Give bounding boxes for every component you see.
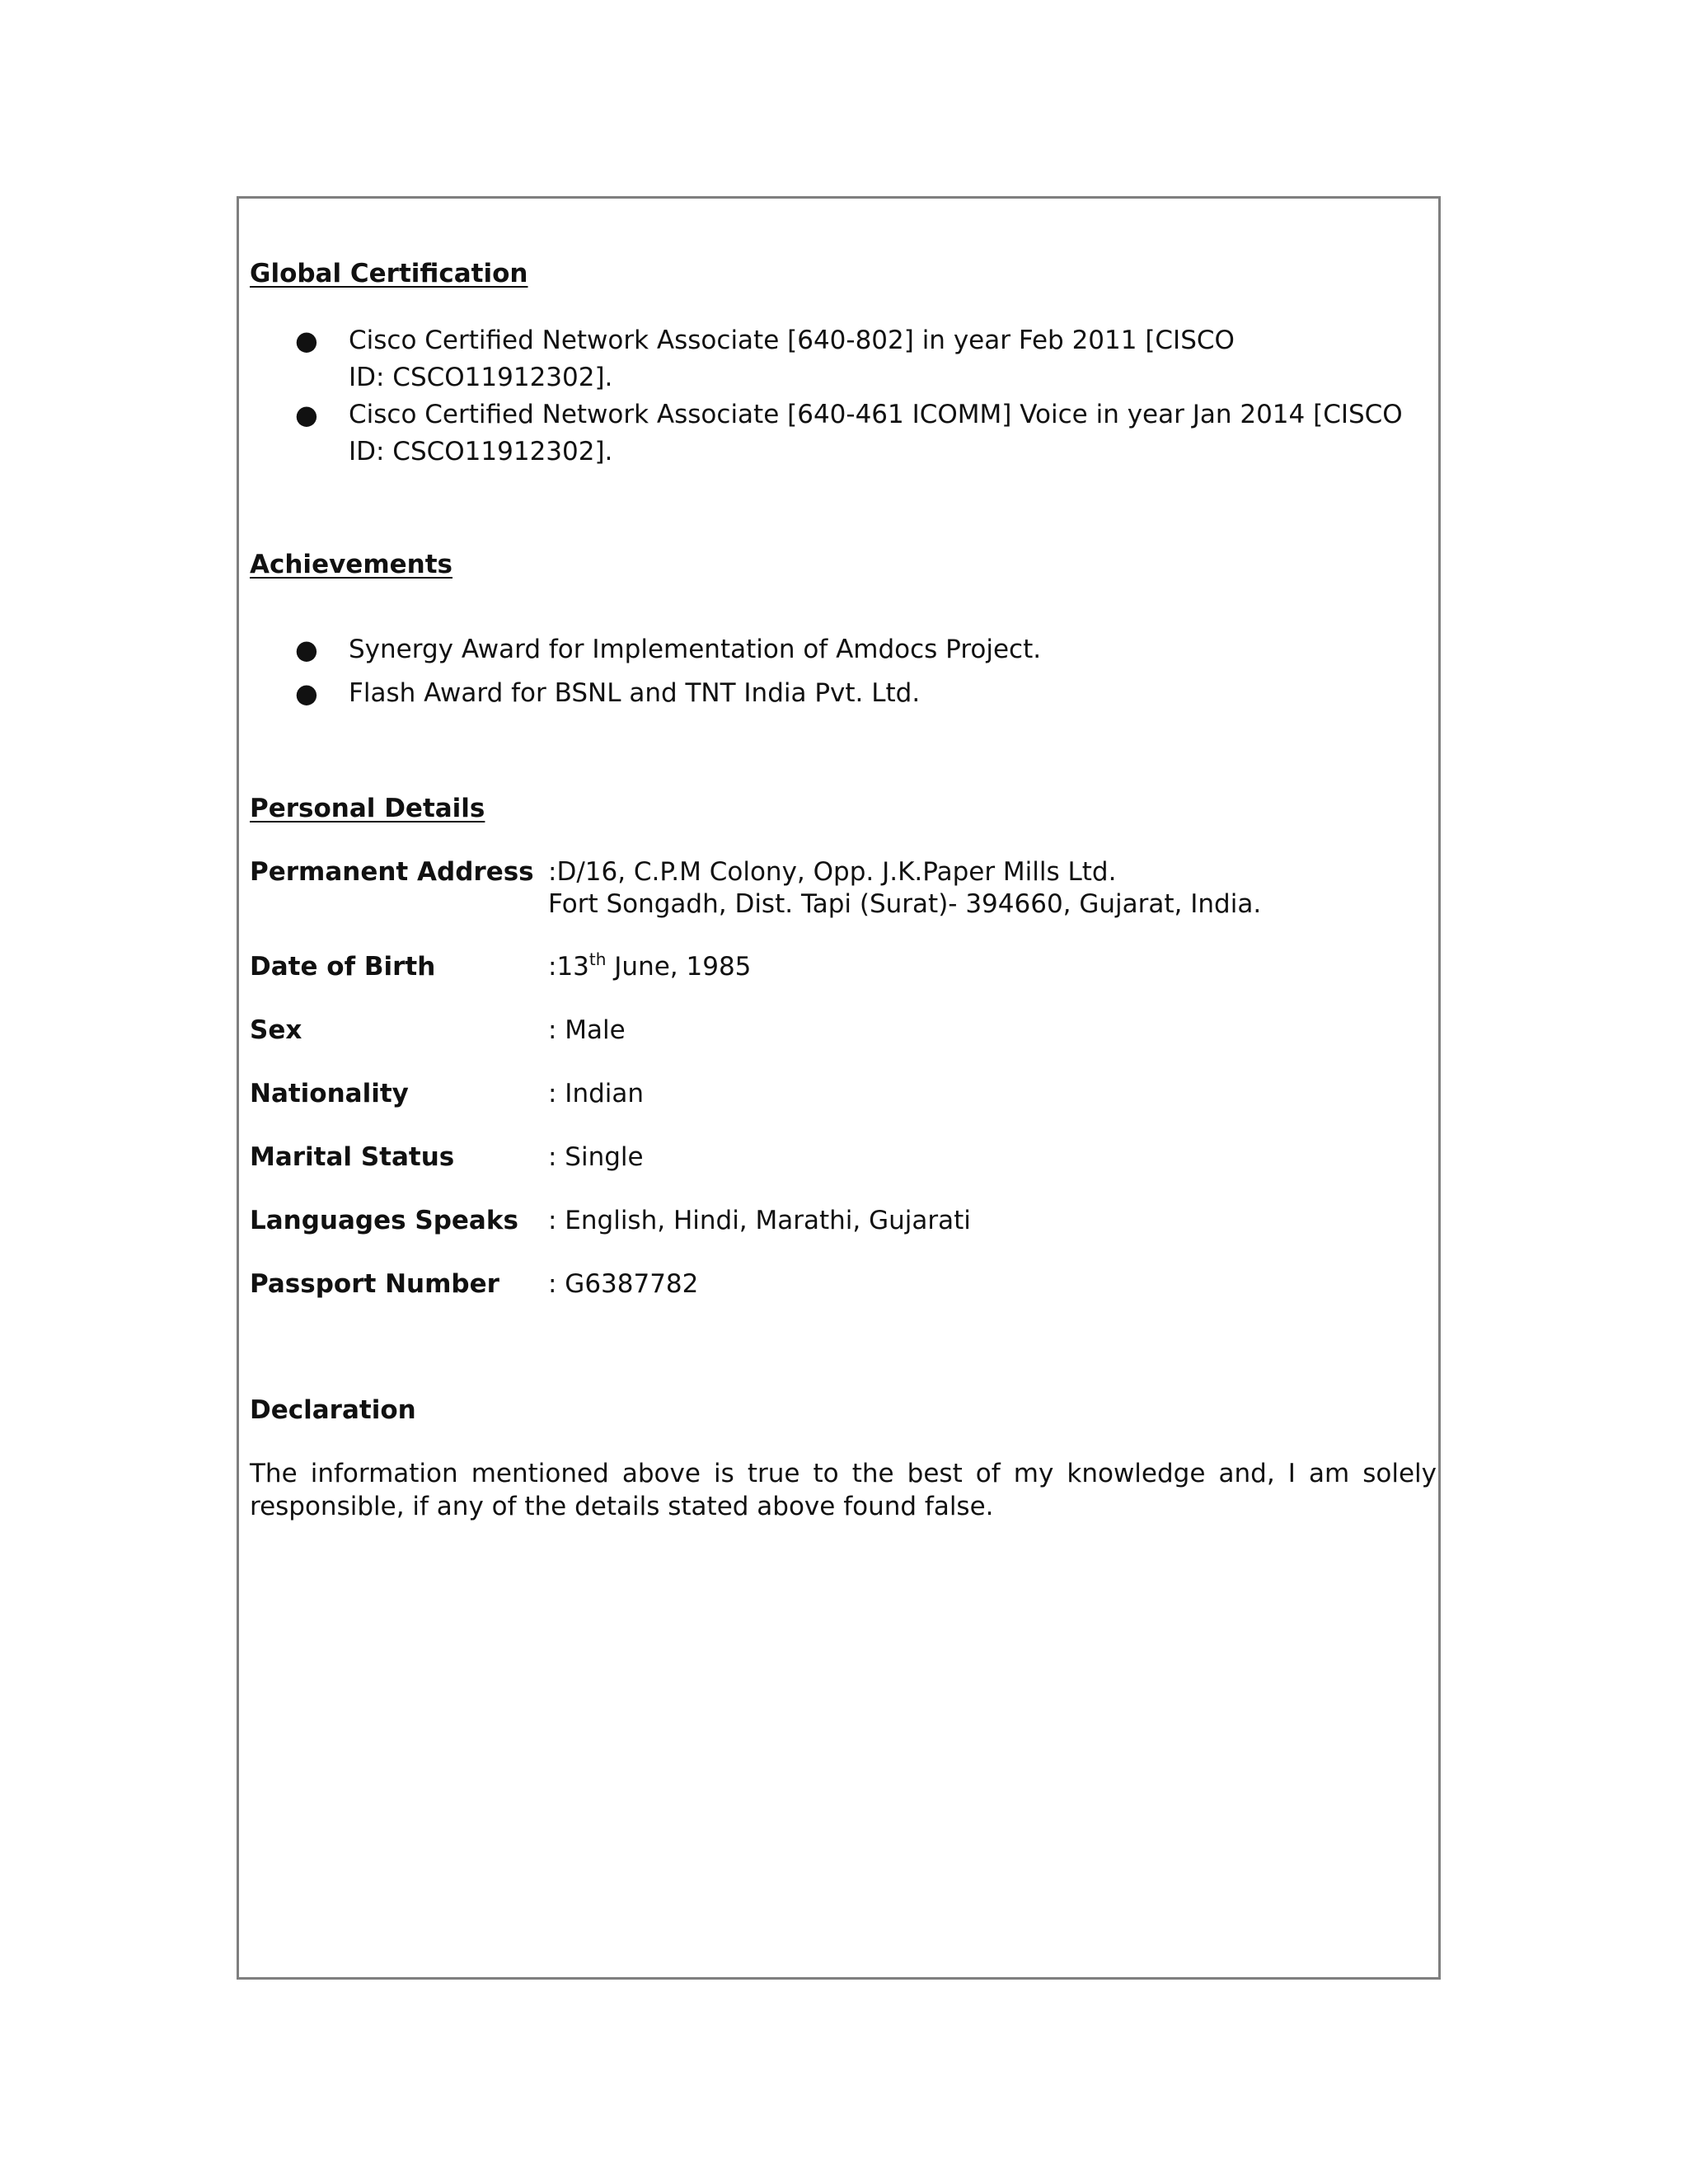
declaration-heading: Declaration xyxy=(250,1395,416,1425)
date-of-birth-rest: June, 1985 xyxy=(606,952,752,982)
bullet-icon: ● xyxy=(295,325,318,356)
permanent-address-label: Permanent Address xyxy=(250,857,534,887)
date-of-birth-suffix: th xyxy=(588,949,607,969)
certification-text: Cisco Certified Network Associate [640-802] in year Feb 2011 [CISCO ID: CSCO11912302]. xyxy=(349,326,1235,392)
bullet-icon: ● xyxy=(295,634,318,665)
marital-status-value: : Single xyxy=(548,1142,644,1172)
achievement-item xyxy=(250,675,1437,712)
sex-value: : Male xyxy=(548,1015,626,1045)
bullet-icon: ● xyxy=(295,677,318,709)
nationality-value: : Indian xyxy=(548,1079,645,1108)
personal-details-heading: Personal Details xyxy=(250,794,485,823)
declaration-text: The information mentioned above is true to the best of my knowledge and, I am solely responsible, if any of the details stated above found false. xyxy=(250,1459,1437,1521)
achievement-text: Synergy Award for Implementation of Amdocs Project. xyxy=(349,635,1042,664)
date-of-birth-value xyxy=(548,950,751,983)
achievement-text: Flash Award for BSNL and TNT India Pvt. Ltd. xyxy=(349,678,921,708)
nationality-label: Nationality xyxy=(250,1079,409,1108)
permanent-address-line2: Fort Songadh, Dist. Tapi (Surat)- 394660, Gujarat, India. xyxy=(548,889,1262,919)
passport-number-label: Passport Number xyxy=(250,1269,499,1299)
passport-number-value: : G6387782 xyxy=(548,1269,699,1299)
sex-label: Sex xyxy=(250,1015,302,1045)
date-of-birth-label: Date of Birth xyxy=(250,952,436,982)
bullet-icon: ● xyxy=(295,399,318,430)
languages-label: Languages Speaks xyxy=(250,1206,518,1235)
achievements-heading: Achievements xyxy=(250,550,452,579)
languages-value: : English, Hindi, Marathi, Gujarati xyxy=(548,1206,971,1235)
page-frame xyxy=(237,196,1441,1980)
permanent-address-line1: :D/16, C.P.M Colony, Opp. J.K.Paper Mills Ltd. xyxy=(548,857,1117,887)
certification-item xyxy=(250,322,1437,396)
date-of-birth-day: :13 xyxy=(548,952,589,982)
marital-status-label: Marital Status xyxy=(250,1142,455,1172)
achievement-item xyxy=(250,631,1437,668)
certification-text: Cisco Certified Network Associate [640-461 ICOMM] Voice in year Jan 2014 [CISCO ID: CSCO11912302]. xyxy=(349,400,1403,466)
certification-item xyxy=(250,396,1437,471)
global-certification-heading: Global Certification xyxy=(250,259,528,288)
